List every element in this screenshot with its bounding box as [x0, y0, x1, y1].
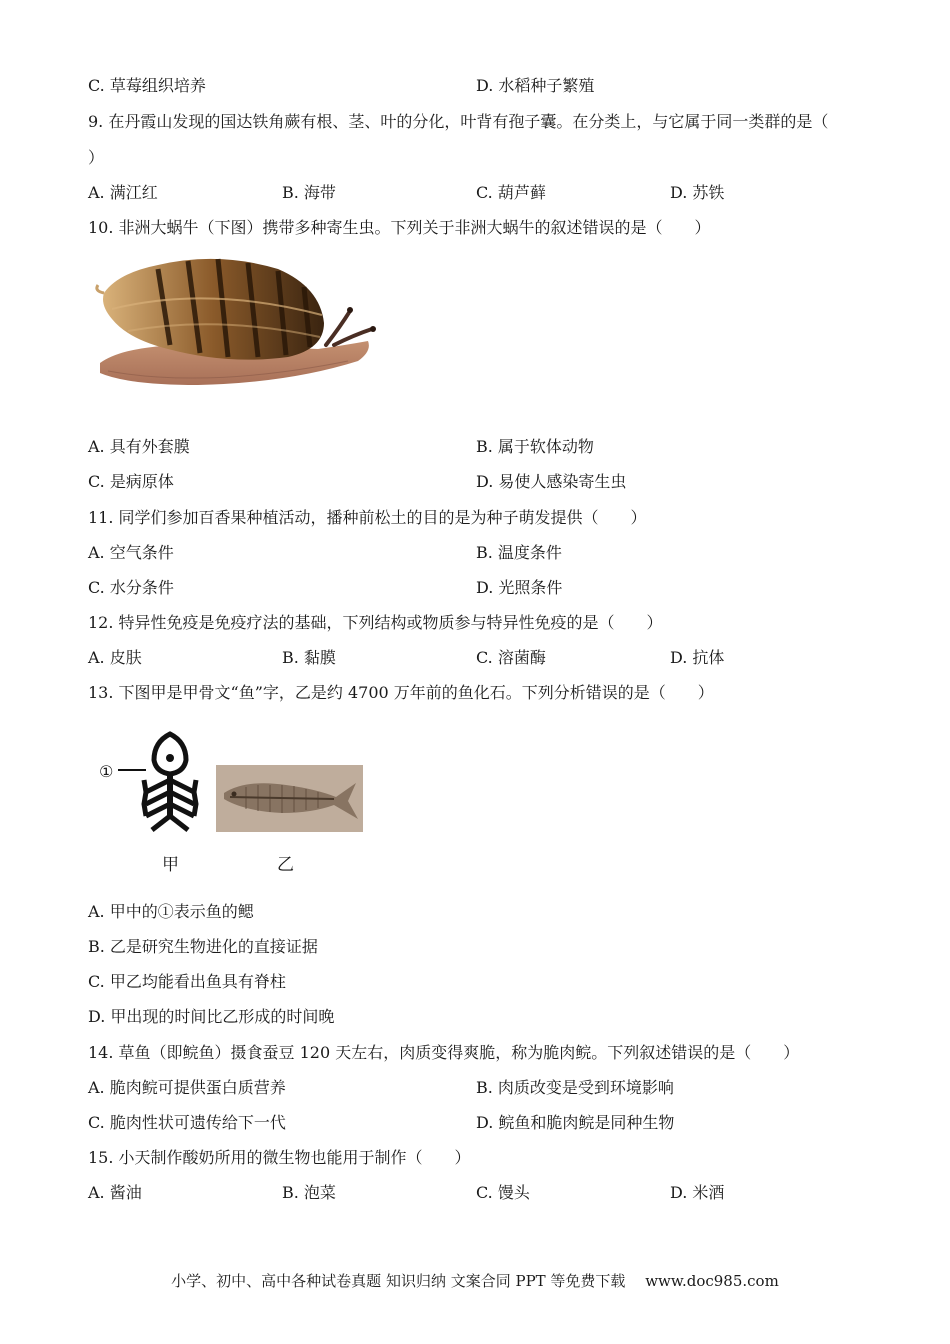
q11-option-c: C. 水分条件	[88, 578, 174, 597]
q15-option-b: B. 泡菜	[282, 1183, 336, 1202]
q9-option-d: D. 苏铁	[670, 183, 725, 202]
snail-image	[88, 245, 383, 405]
marker-1: ①	[99, 762, 114, 781]
oracle-fish-glyph	[116, 730, 206, 834]
q9-stem: 9. 在丹霞山发现的国达铁角蕨有根、茎、叶的分化，叶背有孢子囊。在分类上，与它属于同一类群的是（	[88, 112, 829, 131]
page-footer: 小学、初中、高中各种试卷真题 知识归纳 文案合同 PPT 等免费下载 www.doc985.com	[171, 1272, 779, 1290]
q12-option-b: B. 黏膜	[282, 648, 336, 667]
q12-stem: 12. 特异性免疫是免疫疗法的基础，下列结构或物质参与特异性免疫的是（ ）	[88, 613, 663, 632]
q10-stem: 10. 非洲大蜗牛（下图）携带多种寄生虫。下列关于非洲大蜗牛的叙述错误的是（ ）	[88, 218, 711, 237]
q9-option-c: C. 葫芦藓	[476, 183, 546, 202]
q10-option-b: B. 属于软体动物	[476, 437, 594, 456]
q15-option-c: C. 馒头	[476, 1183, 530, 1202]
q9-stem-end: ）	[88, 148, 105, 167]
q13-option-c: C. 甲乙均能看出鱼具有脊柱	[88, 972, 286, 991]
q15-option-d: D. 米酒	[670, 1183, 725, 1202]
q8-option-d: D. 水稻种子繁殖	[476, 76, 595, 95]
q15-option-a: A. 酱油	[88, 1183, 142, 1202]
q13-option-a: A. 甲中的①表示鱼的鳃	[88, 902, 254, 921]
q12-option-d: D. 抗体	[670, 648, 725, 667]
q11-option-a: A. 空气条件	[88, 543, 174, 562]
q14-option-a: A. 脆肉鲩可提供蛋白质营养	[88, 1078, 286, 1097]
q8-option-c: C. 草莓组织培养	[88, 76, 206, 95]
q13-option-d: D. 甲出现的时间比乙形成的时间晚	[88, 1007, 335, 1026]
q9-option-a: A. 满江红	[88, 183, 158, 202]
q10-option-c: C. 是病原体	[88, 472, 174, 491]
q12-option-a: A. 皮肤	[88, 648, 142, 667]
q11-option-b: B. 温度条件	[476, 543, 562, 562]
q11-stem: 11. 同学们参加百香果种植活动，播种前松土的目的是为种子萌发提供（ ）	[88, 508, 647, 527]
label-jia: 甲	[162, 855, 179, 875]
q13-stem: 13. 下图甲是甲骨文“鱼”字，乙是约 4700 万年前的鱼化石。下列分析错误的是（ ）	[88, 683, 714, 702]
q14-option-c: C. 脆肉性状可遗传给下一代	[88, 1113, 286, 1132]
q10-option-d: D. 易使人感染寄生虫	[476, 472, 627, 491]
fish-fossil-image	[216, 765, 363, 832]
q10-option-a: A. 具有外套膜	[88, 437, 190, 456]
q12-option-c: C. 溶菌酶	[476, 648, 546, 667]
q11-option-d: D. 光照条件	[476, 578, 563, 597]
q9-option-b: B. 海带	[282, 183, 336, 202]
q15-stem: 15. 小天制作酸奶所用的微生物也能用于制作（ ）	[88, 1148, 471, 1167]
q14-option-d: D. 鲩鱼和脆肉鲩是同种生物	[476, 1113, 675, 1132]
q14-stem: 14. 草鱼（即鲩鱼）摄食蚕豆 120 天左右，肉质变得爽脆，称为脆肉鲩。下列叙述错误的是（ ）	[88, 1043, 800, 1062]
q13-option-b: B. 乙是研究生物进化的直接证据	[88, 937, 318, 956]
q14-option-b: B. 肉质改变是受到环境影响	[476, 1078, 674, 1097]
label-yi: 乙	[277, 855, 294, 875]
